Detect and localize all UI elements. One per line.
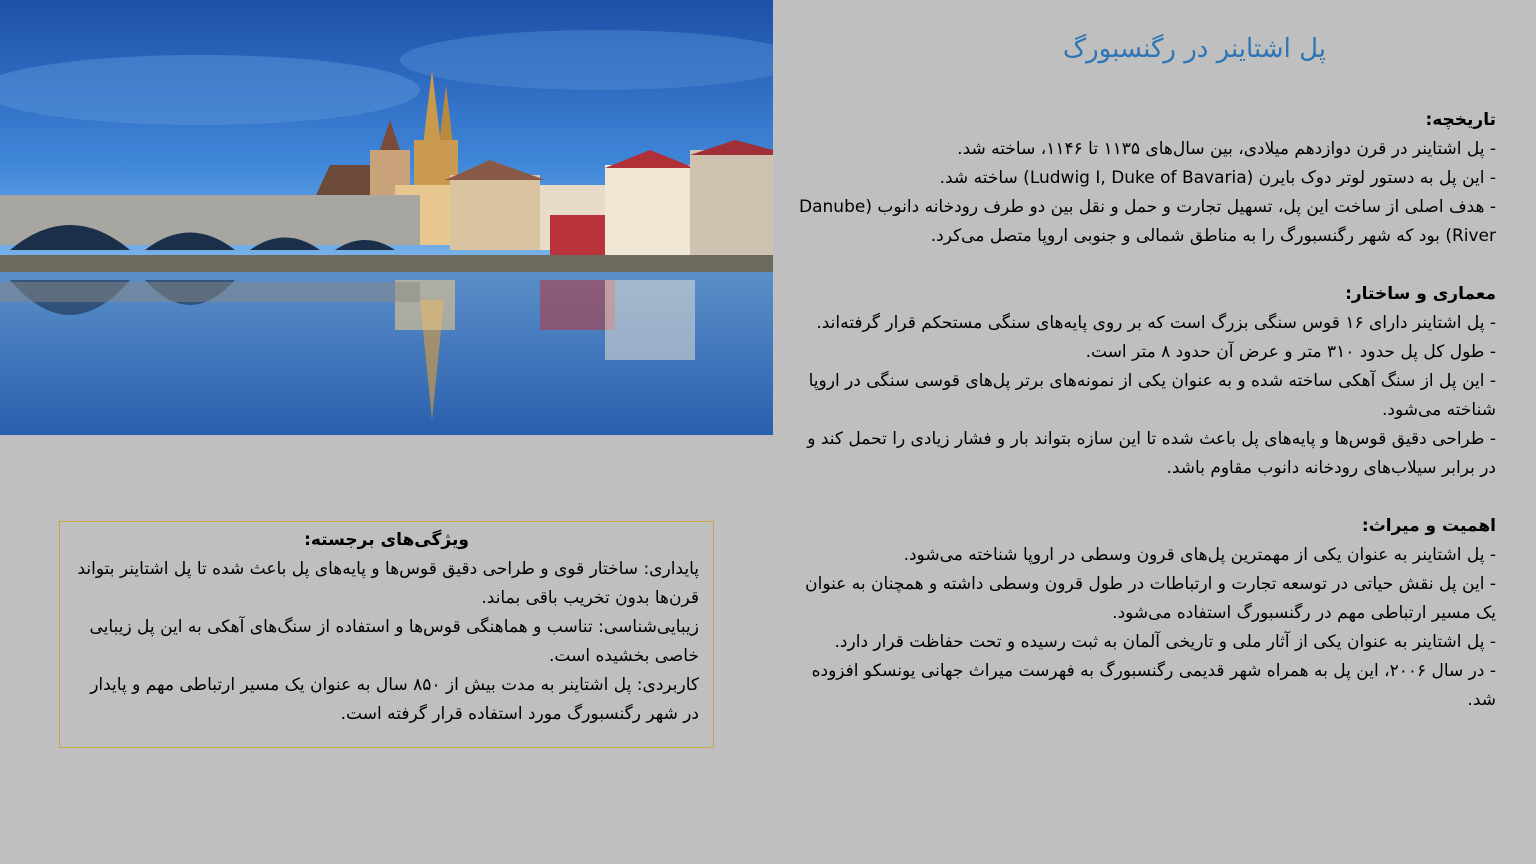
features-heading: ویژگی‌های برجسته: xyxy=(304,530,469,550)
heritage-heading: اهمیت و میراث: xyxy=(1361,516,1496,536)
history-item: - این پل به دستور لوتر دوک بایرن (Ludwig I, Duke of Bavaria) ساخته شد. xyxy=(939,168,1496,188)
architecture-heading: معماری و ساختار: xyxy=(1345,284,1496,304)
feature-item: پایداری: ساختار قوی و طراحی دقیق قوس‌ها و پایه‌های پل باعث شده تا پل اشتاینر بتواند قرن‌ها بدون تخریب باقی بماند. xyxy=(77,559,699,608)
bridge-photo xyxy=(0,0,773,435)
heritage-item: - این پل نقش حیاتی در توسعه تجارت و ارتباطات در طول قرون وسطی داشته و همچنان به عنوان یک مسیر ارتباطی مهم در رگنسبورگ استفاده می‌شود. xyxy=(805,574,1496,623)
main-content xyxy=(790,106,1496,744)
history-section xyxy=(790,106,1496,251)
history-heading: تاریخچه: xyxy=(1425,110,1496,130)
architecture-item: - طول کل پل حدود ۳۱۰ متر و عرض آن حدود ۸ متر است. xyxy=(1085,342,1496,362)
heritage-section xyxy=(790,512,1496,715)
heritage-item: - پل اشتاینر به عنوان یکی از مهمترین پل‌های قرون وسطی در اروپا شناخته می‌شود. xyxy=(903,545,1496,565)
heritage-item: - پل اشتاینر به عنوان یکی از آثار ملی و تاریخی آلمان به ثبت رسیده و تحت حفاظت قرار دارد. xyxy=(834,632,1496,652)
architecture-item: - پل اشتاینر دارای ۱۶ قوس سنگی بزرگ است که بر روی پایه‌های سنگی مستحکم قرار گرفته‌اند. xyxy=(816,313,1496,333)
history-item: - هدف اصلی از ساخت این پل، تسهیل تجارت و حمل و نقل بین دو طرف رودخانه دانوب (Danube River) بود که شهر رگنسبورگ را به مناطق شمالی و جنوبی اروپا متصل می‌کرد. xyxy=(799,197,1496,246)
history-item: - پل اشتاینر در قرن دوازدهم میلادی، بین سال‌های ۱۱۳۵ تا ۱۱۴۶، ساخته شد. xyxy=(957,139,1496,159)
architecture-item: - این پل از سنگ آهکی ساخته شده و به عنوان یکی از نمونه‌های برتر پل‌های قوسی سنگی در اروپا شناخته می‌شود. xyxy=(808,371,1496,420)
heritage-item: - در سال ۲۰۰۶، این پل به همراه شهر قدیمی رگنسبورگ به فهرست میراث جهانی یونسکو افزوده شد. xyxy=(811,661,1496,710)
architecture-section xyxy=(790,280,1496,483)
feature-item: کاربردی: پل اشتاینر به مدت بیش از ۸۵۰ سال به عنوان یک مسیر ارتباطی مهم و پایدار در شهر رگنسبورگ مورد استفاده قرار گرفته است. xyxy=(90,675,699,724)
slide-title: پل اشتاینر در رگنسبورگ xyxy=(1062,34,1326,64)
architecture-item: - طراحی دقیق قوس‌ها و پایه‌های پل باعث شده تا این سازه بتواند بار و فشار زیادی را تحمل کند و در برابر سیلاب‌های رودخانه دانوب مقاوم باشد. xyxy=(807,429,1496,478)
features-box xyxy=(59,521,714,748)
feature-item: زیبایی‌شناسی: تناسب و هماهنگی قوس‌ها و استفاده از سنگ‌های آهکی به این پل زیبایی خاصی بخشیده است. xyxy=(89,617,699,666)
